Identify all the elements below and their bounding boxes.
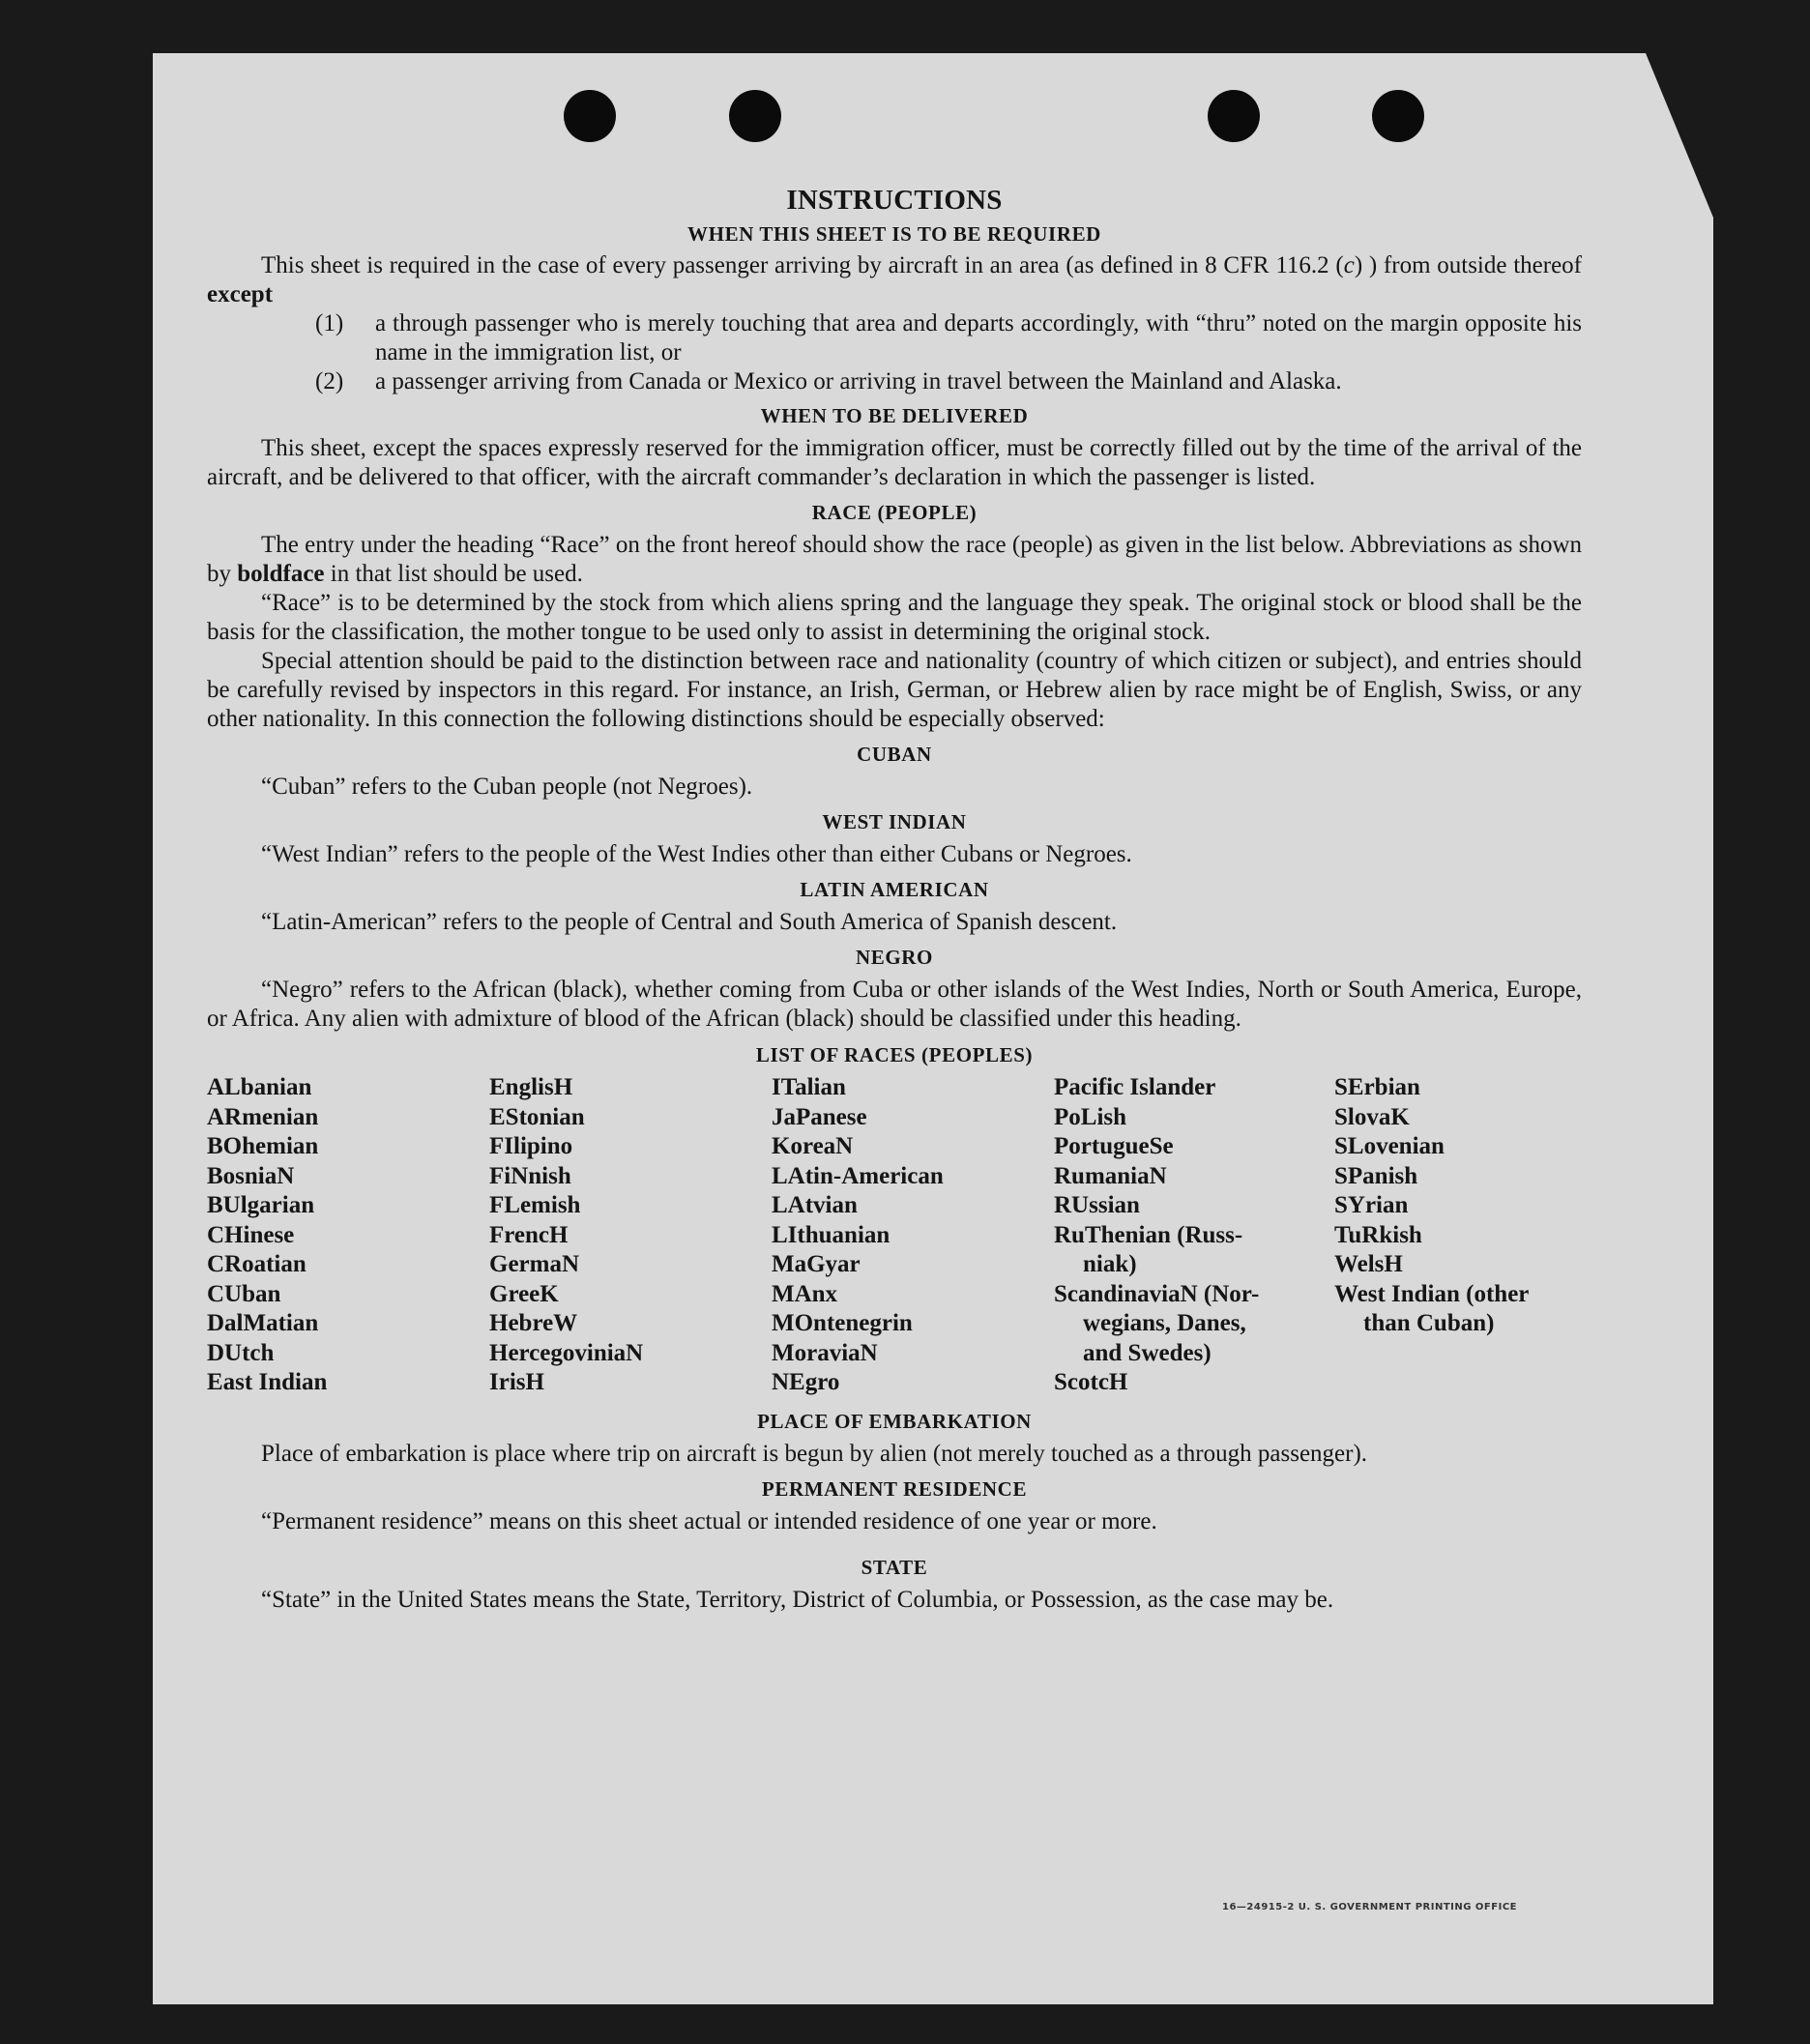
section-title: CUBAN <box>857 743 932 766</box>
race-item: EStonian <box>489 1103 585 1130</box>
paragraph: “State” in the United States means the State, Territory, District of Columbia, or Possession, as the case may be. <box>261 1586 1334 1613</box>
print-code: 16—24915-2 U. S. GOVERNMENT PRINTING OFFICE <box>1222 1902 1517 1913</box>
race-item: SYrian <box>1334 1192 1409 1218</box>
race-item: HebreW <box>489 1310 578 1336</box>
race-item: JaPanese <box>772 1103 867 1130</box>
race-item: wegians, Danes, <box>1083 1310 1246 1336</box>
punch-hole <box>1208 90 1260 142</box>
race-item: BosniaN <box>207 1162 295 1189</box>
paragraph: The entry under the heading “Race” on the front hereof should show the race (people) as given in the list below. Abbreviations as shown by boldface in that list should be used. <box>207 532 1582 587</box>
race-list <box>207 1073 1582 1398</box>
race-item: ALbanian <box>207 1074 312 1100</box>
race-item: and Swedes) <box>1083 1339 1212 1366</box>
section-title: PLACE OF EMBARKATION <box>757 1409 1032 1433</box>
document-sheet <box>153 53 1713 2004</box>
race-item: ARmenian <box>207 1103 319 1130</box>
section-title: LATIN AMERICAN <box>800 878 989 901</box>
section-title: STATE <box>861 1555 928 1579</box>
race-item: FrencH <box>489 1221 569 1248</box>
race-item: RUssian <box>1054 1192 1140 1218</box>
section-title: WHEN THIS SHEET IS TO BE REQUIRED <box>687 222 1101 246</box>
race-item: RuThenian (Russ- <box>1054 1221 1243 1248</box>
race-item: MaGyar <box>772 1251 861 1277</box>
list-item: (1) a through passenger who is merely touching that area and departs accordingly, with “thru” noted on the margin opposite his name in the immigration list, or <box>315 310 1582 365</box>
punch-hole <box>729 90 781 142</box>
race-column <box>207 1073 489 1398</box>
race-item: PoLish <box>1054 1103 1127 1130</box>
section-title: LIST OF RACES (PEOPLES) <box>755 1043 1034 1066</box>
race-item: BUlgarian <box>207 1192 315 1218</box>
race-item: DUtch <box>207 1339 275 1366</box>
race-item: MAnx <box>772 1280 838 1307</box>
race-item: BOhemian <box>207 1133 319 1159</box>
paragraph: Special attention should be paid to the distinction between race and nationality (country of which citizen or subject), and entries should be carefully revised by inspectors in this regard. For instance, an Irish, German, or Hebrew alien by race might be of English, Swiss, or any other nationality. In this connection the following distinctions should be especially observed: <box>207 648 1582 732</box>
race-item: FLemish <box>489 1192 581 1218</box>
race-item: CRoatian <box>207 1251 307 1277</box>
race-item: SErbian <box>1334 1074 1420 1100</box>
race-item: GermaN <box>489 1251 580 1277</box>
punch-hole <box>564 90 616 142</box>
race-item: RumaniaN <box>1054 1162 1167 1189</box>
folded-corner <box>1646 53 1713 218</box>
race-item: EnglisH <box>489 1074 573 1100</box>
race-item: West Indian (other <box>1334 1280 1530 1307</box>
race-column <box>1334 1073 1582 1398</box>
race-item: IrisH <box>489 1369 544 1395</box>
race-item: LAtvian <box>772 1192 858 1218</box>
paragraph: “Cuban” refers to the Cuban people (not Negroes). <box>261 774 753 800</box>
race-item: HercegoviniaN <box>489 1339 644 1366</box>
section-title: NEGRO <box>855 946 933 969</box>
race-item: GreeK <box>489 1280 559 1307</box>
race-item: LIthuanian <box>772 1221 890 1248</box>
race-item: ScandinaviaN (Nor- <box>1054 1280 1260 1307</box>
race-item: PortugueSe <box>1054 1133 1174 1159</box>
race-item: DalMatian <box>207 1310 319 1336</box>
race-item: SLovenian <box>1334 1133 1445 1159</box>
paragraph: This sheet, except the spaces expressly reserved for the immigration officer, must be correctly filled out by the time of the arrival of the aircraft, and be delivered to that officer, with the aircraft commander’s declaration in which the passenger is listed. <box>207 435 1582 490</box>
race-item: East Indian <box>207 1369 328 1395</box>
section-title: WHEN TO BE DELIVERED <box>760 404 1029 427</box>
race-column <box>1054 1073 1334 1398</box>
race-item: FIlipino <box>489 1133 573 1159</box>
race-item: NEgro <box>772 1369 840 1395</box>
race-item: ITalian <box>772 1074 846 1100</box>
section-title: WEST INDIAN <box>822 810 967 833</box>
race-item: WelsH <box>1334 1251 1403 1277</box>
list-item: (2) a passenger arriving from Canada or Mexico or arriving in travel between the Mainland and Alaska. <box>315 368 1342 394</box>
race-column <box>772 1073 1054 1398</box>
paragraph: “Race” is to be determined by the stock from which aliens spring and the language they speak. The original stock or blood shall be the basis for the classification, the mother tongue to be used only to assist in determining the original stock. <box>207 590 1582 645</box>
race-item: niak) <box>1083 1251 1137 1277</box>
race-item: SPanish <box>1334 1162 1418 1189</box>
race-column <box>489 1073 772 1398</box>
punch-hole <box>1372 90 1424 142</box>
page-title: INSTRUCTIONS <box>786 185 1003 216</box>
section-title: PERMANENT RESIDENCE <box>761 1476 1028 1501</box>
race-item: MoraviaN <box>772 1339 878 1366</box>
race-item: CUban <box>207 1280 281 1307</box>
race-item: ScotcH <box>1054 1369 1128 1395</box>
paragraph: “West Indian” refers to the people of the West Indies other than either Cubans or Negroes. <box>261 841 1132 867</box>
race-item: CHinese <box>207 1221 295 1248</box>
instructions-content <box>207 185 1582 1615</box>
race-item: than Cuban) <box>1363 1310 1495 1336</box>
paragraph: “Latin-American” refers to the people of Central and South America of Spanish descent. <box>261 909 1118 935</box>
race-item: SlovaK <box>1334 1103 1410 1130</box>
section-title: RACE (PEOPLE) <box>811 501 978 524</box>
paragraph: This sheet is required in the case of every passenger arriving by aircraft in an area (as defined in 8 CFR 116.2 (c) ) from outside thereof except <box>207 252 1582 307</box>
race-item: FiNnish <box>489 1162 571 1189</box>
race-item: TuRkish <box>1334 1221 1422 1248</box>
race-item: KoreaN <box>772 1133 854 1159</box>
paragraph: Place of embarkation is place where trip on aircraft is begun by alien (not merely touched as a through passenger). <box>261 1440 1368 1467</box>
race-item: MOntenegrin <box>772 1310 913 1336</box>
paragraph: “Permanent residence” means on this sheet actual or intended residence of one year or more. <box>261 1507 1157 1534</box>
race-item: LAtin-American <box>772 1162 944 1189</box>
race-item: Pacific Islander <box>1054 1074 1216 1100</box>
paragraph: “Negro” refers to the African (black), whether coming from Cuba or other islands of the West Indies, North or South America, Europe, or Africa. Any alien with admixture of blood of the African (black) should be classified under this heading. <box>207 977 1582 1032</box>
